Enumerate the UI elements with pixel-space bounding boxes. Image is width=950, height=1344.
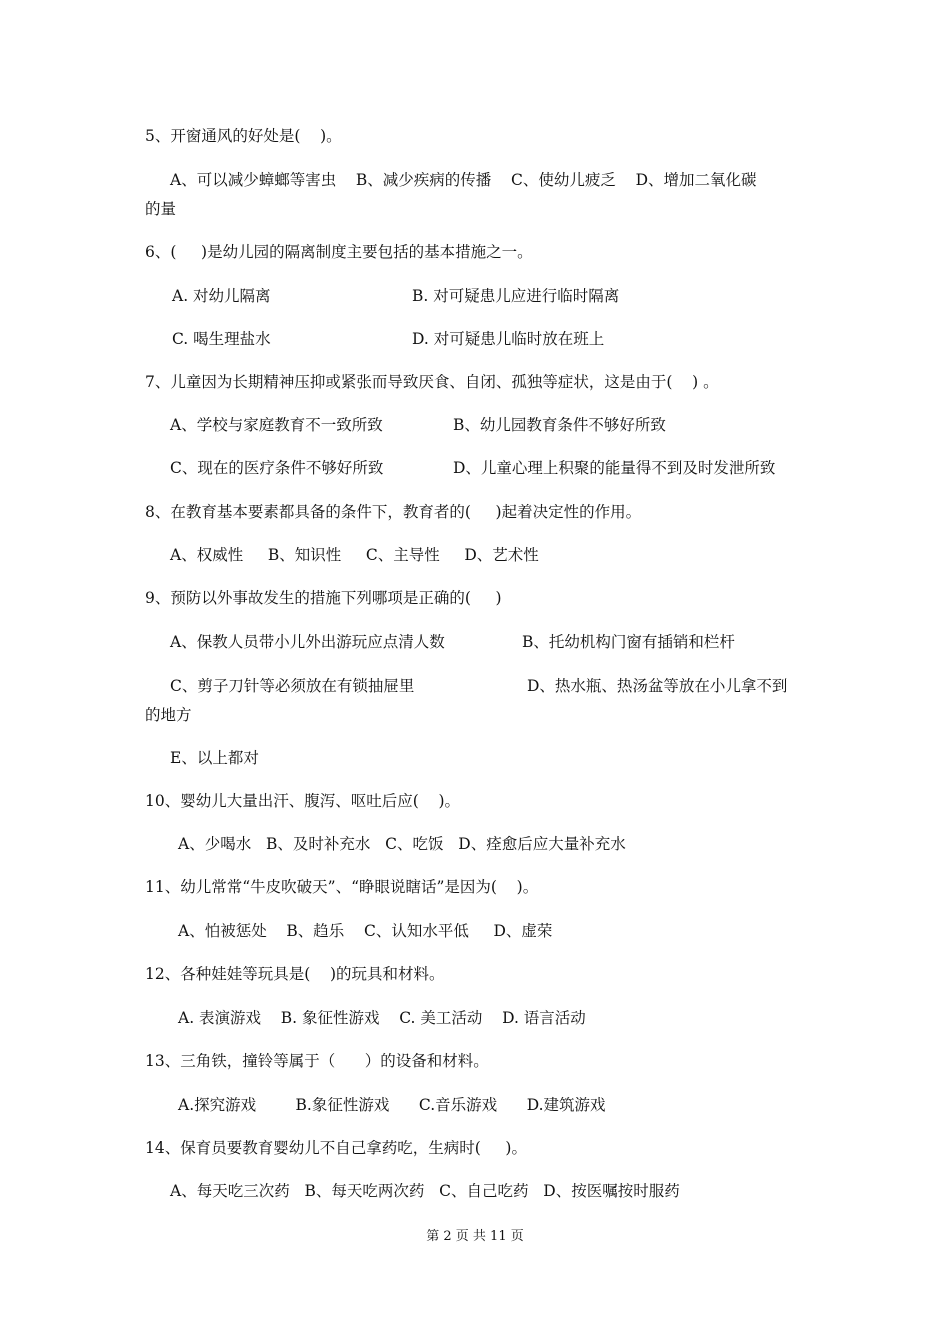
question-9-option-d-cont: 的地方: [145, 706, 192, 724]
question-10-stem: 10、婴幼儿大量出汗、腹泻、呕吐后应( )。: [145, 792, 461, 810]
question-10-options: A、少喝水 B、及时补充水 C、吃饭 D、痊愈后应大量补充水: [178, 835, 626, 853]
question-6-option-a: A. 对幼儿隔离: [172, 287, 271, 305]
question-12-options: A. 表演游戏 B. 象征性游戏 C. 美工活动 D. 语言活动: [178, 1009, 586, 1027]
question-7-option-c: C、现在的医疗条件不够好所致: [170, 459, 384, 477]
question-14-options: A、每天吃三次药 B、每天吃两次药 C、自己吃药 D、按医嘱按时服药: [170, 1182, 680, 1200]
question-14-stem: 14、保育员要教育婴幼儿不自己拿药吃，生病时( )。: [145, 1139, 527, 1157]
question-8-options: A、权威性 B、知识性 C、主导性 D、艺术性: [170, 546, 539, 564]
question-7-stem: 7、儿童因为长期精神压抑或紧张而导致厌食、自闭、孤独等症状，这是由于( ) 。: [145, 373, 719, 391]
question-6-option-d: D. 对可疑患儿临时放在班上: [412, 330, 605, 348]
question-5-stem: 5、开窗通风的好处是( )。: [145, 127, 342, 145]
question-13-stem: 13、三角铁，撞铃等属于（ ）的设备和材料。: [145, 1052, 489, 1070]
question-6-option-b: B. 对可疑患儿应进行临时隔离: [412, 287, 620, 305]
question-5-options-cont: 的量: [145, 200, 177, 218]
question-6-option-c: C. 喝生理盐水: [172, 330, 271, 348]
question-12-stem: 12、各种娃娃等玩具是( )的玩具和材料。: [145, 965, 445, 983]
question-7-option-b: B、幼儿园教育条件不够好所致: [453, 416, 666, 434]
question-11-stem: 11、幼儿常常“牛皮吹破天”、“睁眼说瞎话”是因为( )。: [145, 878, 539, 896]
question-11-options: A、怕被惩处 B、趋乐 C、认知水平低 D、虚荣: [178, 922, 553, 940]
question-9-option-c: C、剪子刀针等必须放在有锁抽屉里: [170, 677, 415, 695]
question-13-options: A.探究游戏 B.象征性游戏 C.音乐游戏 D.建筑游戏: [178, 1096, 606, 1114]
question-9-option-a: A、保教人员带小儿外出游玩应点清人数: [170, 633, 445, 651]
question-8-stem: 8、在教育基本要素都具备的条件下，教育者的( )起着决定性的作用。: [145, 503, 642, 521]
question-9-stem: 9、预防以外事故发生的措施下列哪项是正确的( ): [145, 589, 502, 607]
page-number-footer: 第 2 页 共 11 页: [426, 1229, 524, 1244]
question-6-stem: 6、( )是幼儿园的隔离制度主要包括的基本措施之一。: [145, 243, 533, 261]
question-7-option-a: A、学校与家庭教育不一致所致: [170, 416, 383, 434]
question-9-option-b: B、托幼机构门窗有插销和栏杆: [522, 633, 735, 651]
question-7-option-d: D、儿童心理上积聚的能量得不到及时发泄所致: [453, 459, 776, 477]
question-9-option-e: E、以上都对: [170, 749, 259, 767]
question-5-options: A、可以减少蟑螂等害虫 B、减少疾病的传播 C、使幼儿疲乏 D、增加二氧化碳: [170, 171, 757, 189]
question-9-option-d: D、热水瓶、热汤盆等放在小儿拿不到: [527, 677, 788, 695]
